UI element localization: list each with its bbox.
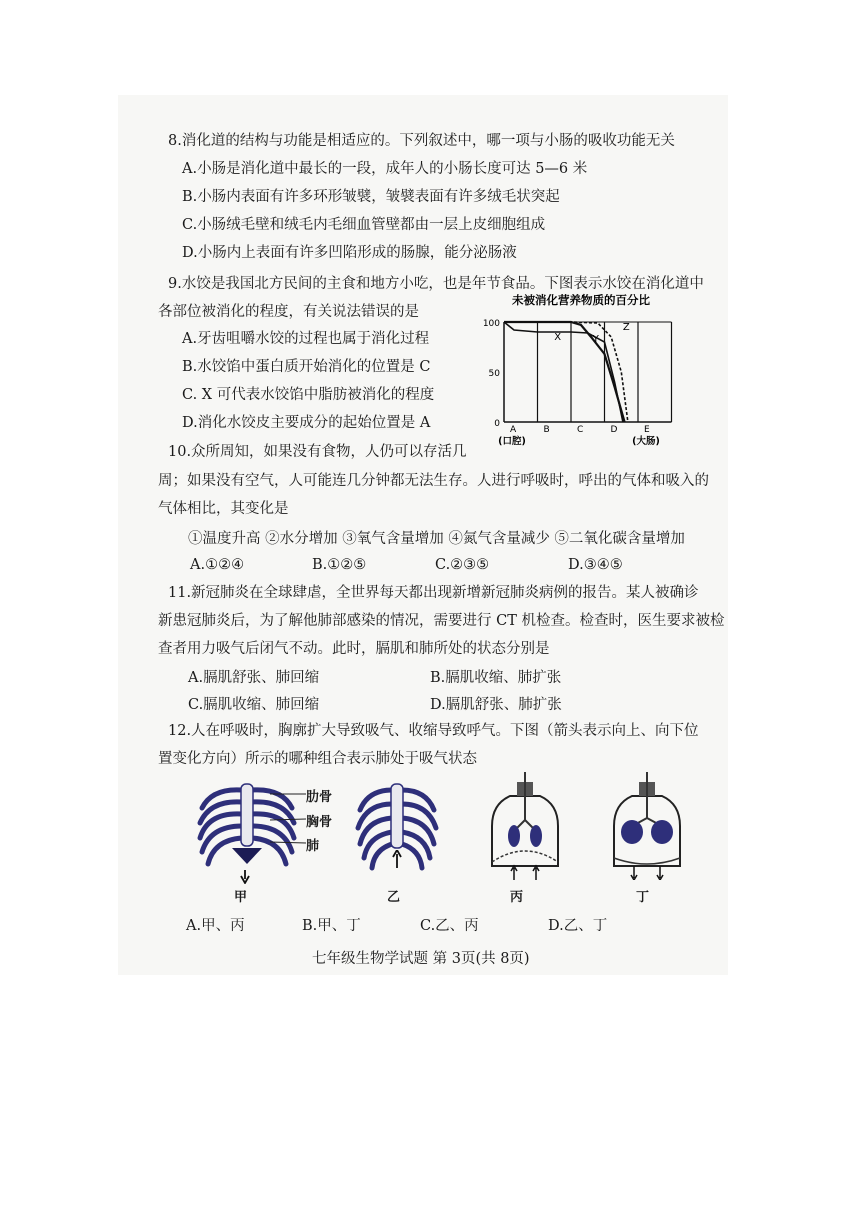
q9-option-a: A.牙齿咀嚼水饺的过程也属于消化过程	[182, 331, 430, 347]
category-note: (口腔)	[498, 436, 526, 447]
digestion-chart	[478, 292, 698, 452]
q11-option-a: A.膈肌舒张、肺回缩	[188, 670, 320, 686]
category-note: (大肠)	[632, 436, 660, 447]
q12-option-b: B.甲、丁	[302, 918, 361, 934]
annotation-sternum: 胸骨	[306, 815, 333, 830]
q10-stem-line3: 气体相比，其变化是	[158, 501, 289, 517]
x-tick-label: D	[610, 425, 618, 435]
bell-jar-figure-ding	[612, 770, 682, 880]
x-tick-label: C	[577, 425, 584, 435]
q11-stem-line3: 查者用力吸气后闭气不动。此时，膈肌和肺所处的状态分别是	[158, 641, 550, 657]
y-tick-label: 0	[494, 419, 500, 429]
q11-option-c: C.膈肌收缩、肺回缩	[188, 697, 320, 713]
figure-label-jia: 甲	[234, 890, 248, 905]
x-tick-label: A	[510, 425, 517, 435]
q9-option-c: C. X 可代表水饺馅中脂肪被消化的程度	[182, 387, 435, 403]
series-label-z: Z	[622, 322, 630, 333]
series-line-y	[504, 322, 625, 422]
figure-label-yi: 乙	[387, 890, 401, 905]
q11-option-b: B.膈肌收缩、肺扩张	[430, 670, 562, 686]
q10-option-d: D.③④⑤	[568, 557, 623, 573]
series-label-x: X	[554, 332, 562, 343]
q8-option-d: D.小肠内上表面有许多凹陷形成的肠腺，能分泌肠液	[182, 245, 517, 261]
annotation-rib: 肋骨	[306, 790, 333, 805]
q11-stem-line2: 新患冠肺炎后，为了解他肺部感染的情况，需要进行 CT 机检查。检查时，医生要求被检	[158, 613, 725, 629]
q10-option-b: B.①②⑤	[312, 557, 367, 573]
q9-option-b: B.水饺馅中蛋白质开始消化的位置是 C	[182, 359, 431, 375]
q8-option-b: B.小肠内表面有许多环形皱襞，皱襞表面有许多绒毛状突起	[182, 189, 560, 205]
q12-stem-line1: 12.人在呼吸时，胸廓扩大导致吸气、收缩导致呼气。下图（箭头表示向上、向下位	[168, 723, 699, 739]
series-label-y: Y	[592, 334, 599, 345]
bell-jar-figure-bing	[490, 770, 560, 880]
q8-option-a: A.小肠是消化道中最长的一段，成年人的小肠长度可达 5—6 米	[182, 161, 588, 177]
q12-option-c: C.乙、丙	[420, 918, 479, 934]
q10-option-a: A.①②④	[190, 557, 245, 573]
q12-option-d: D.乙、丁	[548, 918, 608, 934]
y-tick-label: 50	[488, 369, 500, 379]
annotation-lung: 肺	[306, 839, 320, 854]
q9-stem-line1: 9.水饺是我国北方民间的主食和地方小吃，也是年节食品。下图表示水饺在消化道中	[168, 276, 704, 292]
q12-option-a: A.甲、丙	[186, 918, 245, 934]
q12-stem-line2: 置变化方向）所示的哪种组合表示肺处于吸气状态	[158, 751, 477, 767]
q10-stem-line1: 10.众所周知，如果没有食物，人仍可以存活几	[168, 444, 467, 460]
q10-stem-line2: 周；如果没有空气，人可能连几分钟都无法生存。人进行呼吸时，呼出的气体和吸入的	[158, 473, 709, 489]
q10-items: ①温度升高 ②水分增加 ③氧气含量增加 ④氮气含量减少 ⑤二氧化碳含量增加	[188, 531, 685, 547]
q8-stem: 8.消化道的结构与功能是相适应的。下列叙述中，哪一项与小肠的吸收功能无关	[168, 133, 675, 149]
chart-title: 未被消化营养物质的百分比	[512, 293, 650, 307]
down-arrow-icon	[240, 870, 250, 884]
q9-stem-line2: 各部位被消化的程度，有关说法错误的是	[158, 304, 419, 320]
figure-label-bing: 丙	[510, 890, 524, 905]
q11-option-d: D.膈肌舒张、肺扩张	[430, 697, 562, 713]
q11-stem-line1: 11.新冠肺炎在全球肆虐，全世界每天都出现新增新冠肺炎病例的报告。某人被确诊	[168, 585, 699, 601]
q9-option-d: D.消化水饺皮主要成分的起始位置是 A	[182, 415, 431, 431]
x-tick-label: E	[644, 425, 650, 435]
annotation-lines	[270, 790, 308, 850]
q8-option-c: C.小肠绒毛壁和绒毛内毛细血管壁都由一层上皮细胞组成	[182, 217, 546, 233]
y-tick-label: 100	[482, 319, 500, 329]
page-footer: 七年级生物学试题 第 3页(共 8页)	[312, 951, 530, 967]
figure-label-ding: 丁	[636, 890, 650, 905]
q10-option-c: C.②③⑤	[435, 557, 490, 573]
up-arrow-icon	[392, 850, 402, 868]
x-tick-label: B	[543, 425, 550, 435]
